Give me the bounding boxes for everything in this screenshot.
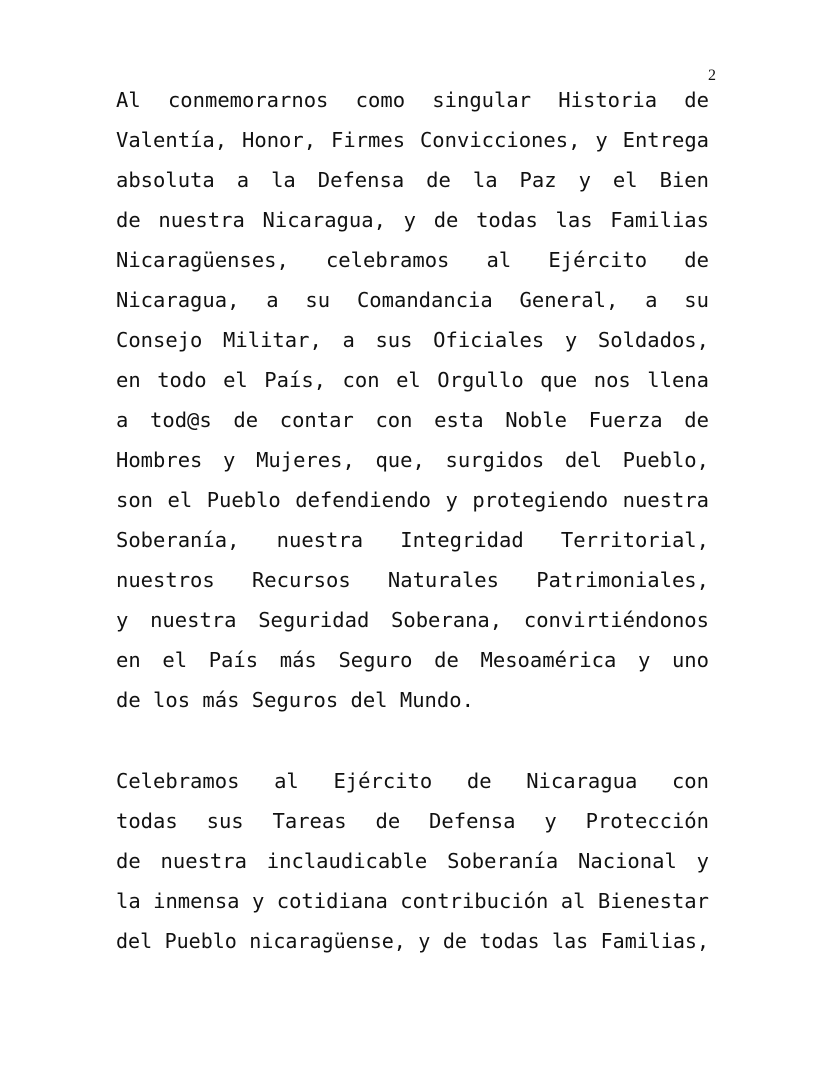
text-line: del Pueblo nicaragüense, y de todas las Familias, bbox=[116, 929, 709, 953]
text-line: de nuestra Nicaragua, y de todas las Familias bbox=[116, 208, 709, 232]
paragraph-2 bbox=[116, 761, 709, 961]
text-line: Al conmemorarnos como singular Historia de bbox=[116, 88, 709, 112]
page-number: 2 bbox=[708, 67, 716, 84]
text-line: de nuestra inclaudicable Soberanía Nacional y bbox=[116, 849, 709, 873]
text-line: Celebramos al Ejército de Nicaragua con bbox=[116, 769, 709, 793]
text-line: la inmensa y cotidiana contribución al Bienestar bbox=[116, 889, 709, 913]
text-line: todas sus Tareas de Defensa y Protección bbox=[116, 809, 709, 833]
text-line: absoluta a la Defensa de la Paz y el Bien bbox=[116, 168, 709, 192]
text-line: Consejo Militar, a sus Oficiales y Soldados, bbox=[116, 328, 709, 352]
text-line: Nicaragüenses, celebramos al Ejército de bbox=[116, 248, 709, 272]
text-line: Soberanía, nuestra Integridad Territorial, bbox=[116, 528, 709, 552]
text-line: en todo el País, con el Orgullo que nos llena bbox=[116, 368, 709, 392]
text-line: a tod@s de contar con esta Noble Fuerza de bbox=[116, 408, 709, 432]
text-line: son el Pueblo defendiendo y protegiendo nuestra bbox=[116, 488, 709, 512]
text-line: y nuestra Seguridad Soberana, convirtiéndonos bbox=[116, 608, 709, 632]
text-line: nuestros Recursos Naturales Patrimoniales, bbox=[116, 568, 709, 592]
text-line: en el País más Seguro de Mesoamérica y uno bbox=[116, 648, 709, 672]
text-line: de los más Seguros del Mundo. bbox=[116, 688, 474, 712]
text-line: Hombres y Mujeres, que, surgidos del Pueblo, bbox=[116, 448, 709, 472]
text-line: Nicaragua, a su Comandancia General, a su bbox=[116, 288, 709, 312]
paragraph-1 bbox=[116, 80, 709, 720]
text-line: Valentía, Honor, Firmes Convicciones, y Entrega bbox=[116, 128, 709, 152]
